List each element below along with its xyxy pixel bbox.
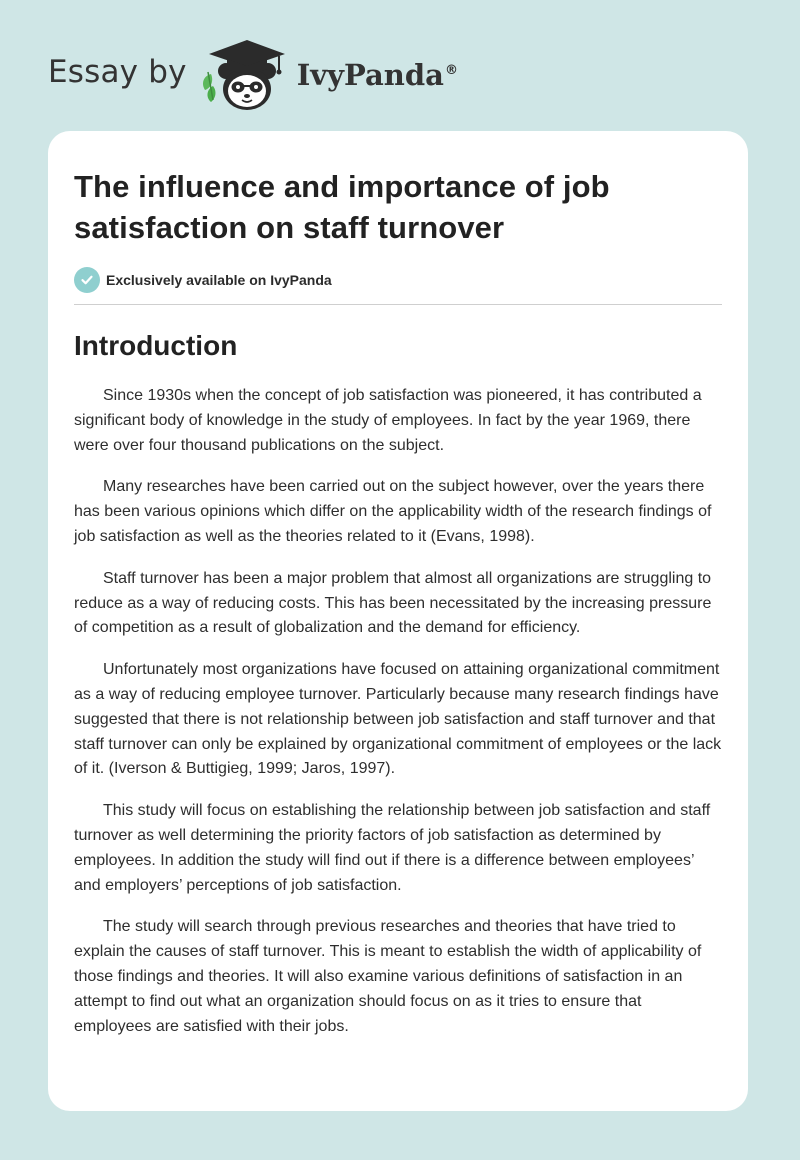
essay-title: The influence and importance of job satisfaction on staff turnover: [74, 169, 610, 245]
essay-by-label: Essay by: [48, 54, 187, 90]
brand-name-text: IvyPanda: [296, 58, 444, 92]
exclusive-badge: [74, 267, 722, 293]
check-icon: [74, 267, 100, 293]
paragraph: This study will focus on establishing the relationship between job satisfaction and staff turnover as well determining the priority factors of job satisfaction as determined by employees. In addition the study will find out if there is a difference between employees’ and employers’ perceptions of job satisfaction.: [74, 802, 711, 894]
paragraph: The study will search through previous researches and theories that have tried to explain the causes of staff turnover. This is meant to establish the width of applicability of those findings and theories. It will also examine various definitions of satisfaction in an attempt to find out what an organization should focus on as it tries to ensure that employees are satisfied with their jobs.: [74, 918, 702, 1035]
paragraph: Many researches have been carried out on the subject however, over the years there has been various opinions which differ on the applicability width of the research findings of job satisfaction as well as the theories related to it (Evans, 1998).: [74, 478, 712, 545]
brand-name: [297, 58, 458, 92]
exclusive-label: Exclusively available on IvyPanda: [106, 272, 332, 288]
paragraph: Unfortunately most organizations have focused on attaining organizational commitment as a way of reducing employee turnover. Particularly because many research findings have suggested that there is not relationship between job satisfaction and staff turnover and that staff turnover can only be explained by organizational commitment of employees or the lack of it. (Iverson & Buttigieg, 1999; Jaros, 1997).: [74, 661, 722, 778]
essay-card: [48, 131, 748, 1111]
section-heading: Introduction: [74, 330, 238, 361]
registered-mark: ®: [444, 63, 458, 79]
site-header: [48, 34, 458, 114]
essay-body: [74, 384, 722, 1039]
divider: [74, 304, 722, 305]
panda-graduate-logo-icon[interactable]: [199, 34, 295, 114]
paragraph: Staff turnover has been a major problem that almost all organizations are struggling to reduce as a way of reducing costs. This has been necessitated by the increasing pressure of competition as a result of globalization and the demand for efficiency.: [74, 569, 712, 637]
paragraph: Since 1930s when the concept of job satisfaction was pioneered, it has contributed a significant body of knowledge in the study of employees. In fact by the year 1969, there were over four thousand publications on the subject.: [74, 387, 702, 454]
